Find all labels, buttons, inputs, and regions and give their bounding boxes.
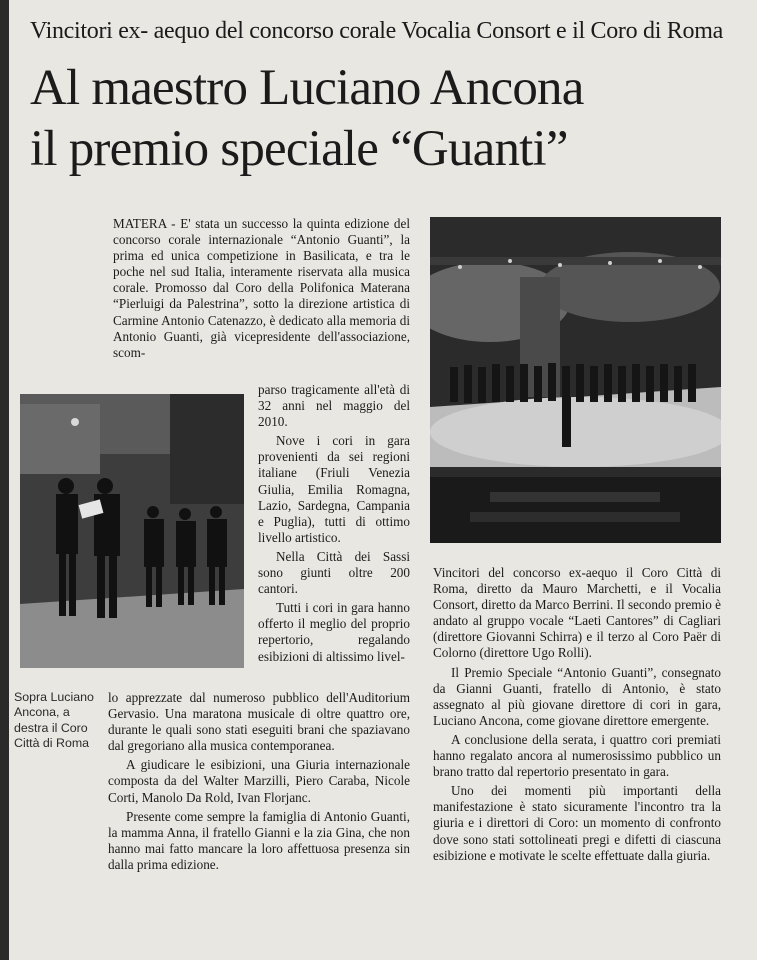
headline-line-2: il premio speciale “Guanti”: [30, 121, 568, 177]
paragraph: Nove i cori in gara provenienti da sei regioni italiane (Friuli Venezia Giulia, Emilia Romagna, Lazio, Sardegna, Campania e Puglia), tutti di ottimo livello artistico.: [258, 433, 410, 545]
paragraph: parso tragicamente all'età di 32 anni nel maggio del 2010.: [258, 382, 410, 430]
photo-caption: Sopra Luciano Ancona, a destra il Coro Città di Roma: [14, 690, 94, 750]
article-column-1-middle: [258, 382, 410, 668]
paragraph: Il Premio Speciale “Antonio Guanti”, consegnato da Gianni Guanti, fratello di Antonio, è stato assegnato al più giovane direttore di cori in gara, Luciano Ancona, come giovane direttore emergente.: [433, 664, 721, 728]
article-column-1-bottom: [108, 690, 410, 876]
paragraph: Vincitori del concorso ex-aequo il Coro Città di Roma, diretto da Mauro Marchetti, e il Vocalia Consort, diretto da Marco Berrini. Il secondo premio è andato al gruppo vocale “Laeti Cantores” di Cagliari (direttore Giovanni Schirra) e il terzo al Coro Paër di Colorno (direttore Ugo Rolli).: [433, 565, 721, 661]
paragraph: Uno dei momenti più importanti della manifestazione è stato sicuramente l'incontro tra la giuria e i direttori di Coro: un momento di confronto dove sono stati sottolineati pregi e difetti di ciascuna esibizione e motivate le scelte effettuate dalla giuria.: [433, 783, 721, 863]
article-column-1-top: [113, 216, 410, 364]
paragraph: MATERA - E' stata un successo la quinta edizione del concorso corale internazionale “Antonio Guanti”, la prima ed unica competizione in Basilicata, e tra le poche nel sud Italia, interamente riservata alla musica corale. Promosso dal Coro della Polifonica Materana “Pierluigi da Palestrina”, sotto la direzione artistica di Carmine Antonio Catenazzo, è dedicato alla memoria di Antonio Guanti, già vicepresidente dell'associazione, scom-: [113, 216, 410, 360]
paragraph: Nella Città dei Sassi sono giunti oltre 200 cantori.: [258, 548, 410, 597]
article-kicker: Vincitori ex- aequo del concorso corale Vocalia Consort e il Coro di Roma: [30, 18, 723, 44]
article-column-2: [433, 565, 721, 867]
paragraph: A giudicare le esibizioni, una Giuria internazionale composta da del Walter Marzilli, Piero Caraba, Nicole Corti, Manolo Da Rold, Ivan Florjanc.: [108, 757, 410, 805]
scan-edge: [0, 0, 9, 960]
paragraph: Presente come sempre la famiglia di Antonio Guanti, la mamma Anna, il fratello Gianni e la zia Gina, che non hanno mai fatto mancare la loro affettuosa presenza sin dalla prima edizione.: [108, 808, 410, 872]
paragraph: Tutti i cori in gara hanno offerto il meglio del proprio repertorio, regalando esibizioni di altissimo livel-: [258, 600, 410, 664]
article-headline: [30, 58, 730, 180]
paragraph: lo apprezzate dal numeroso pubblico dell'Auditorium Gervasio. Una maratona musicale di oltre quattro ore, durante le quali sono stati eseguiti brani che spaziavano dal gregoriano alla musica contemporanea.: [108, 690, 410, 754]
paragraph: A conclusione della serata, i quattro cori premiati hanno regalato ancora al numerosissimo pubblico un brano tratto dal repertorio presentato in gara.: [433, 731, 721, 780]
photo-award-ceremony: [20, 394, 244, 668]
headline-line-1: Al maestro Luciano Ancona: [30, 60, 584, 116]
photo-choir-stage: [430, 217, 721, 543]
